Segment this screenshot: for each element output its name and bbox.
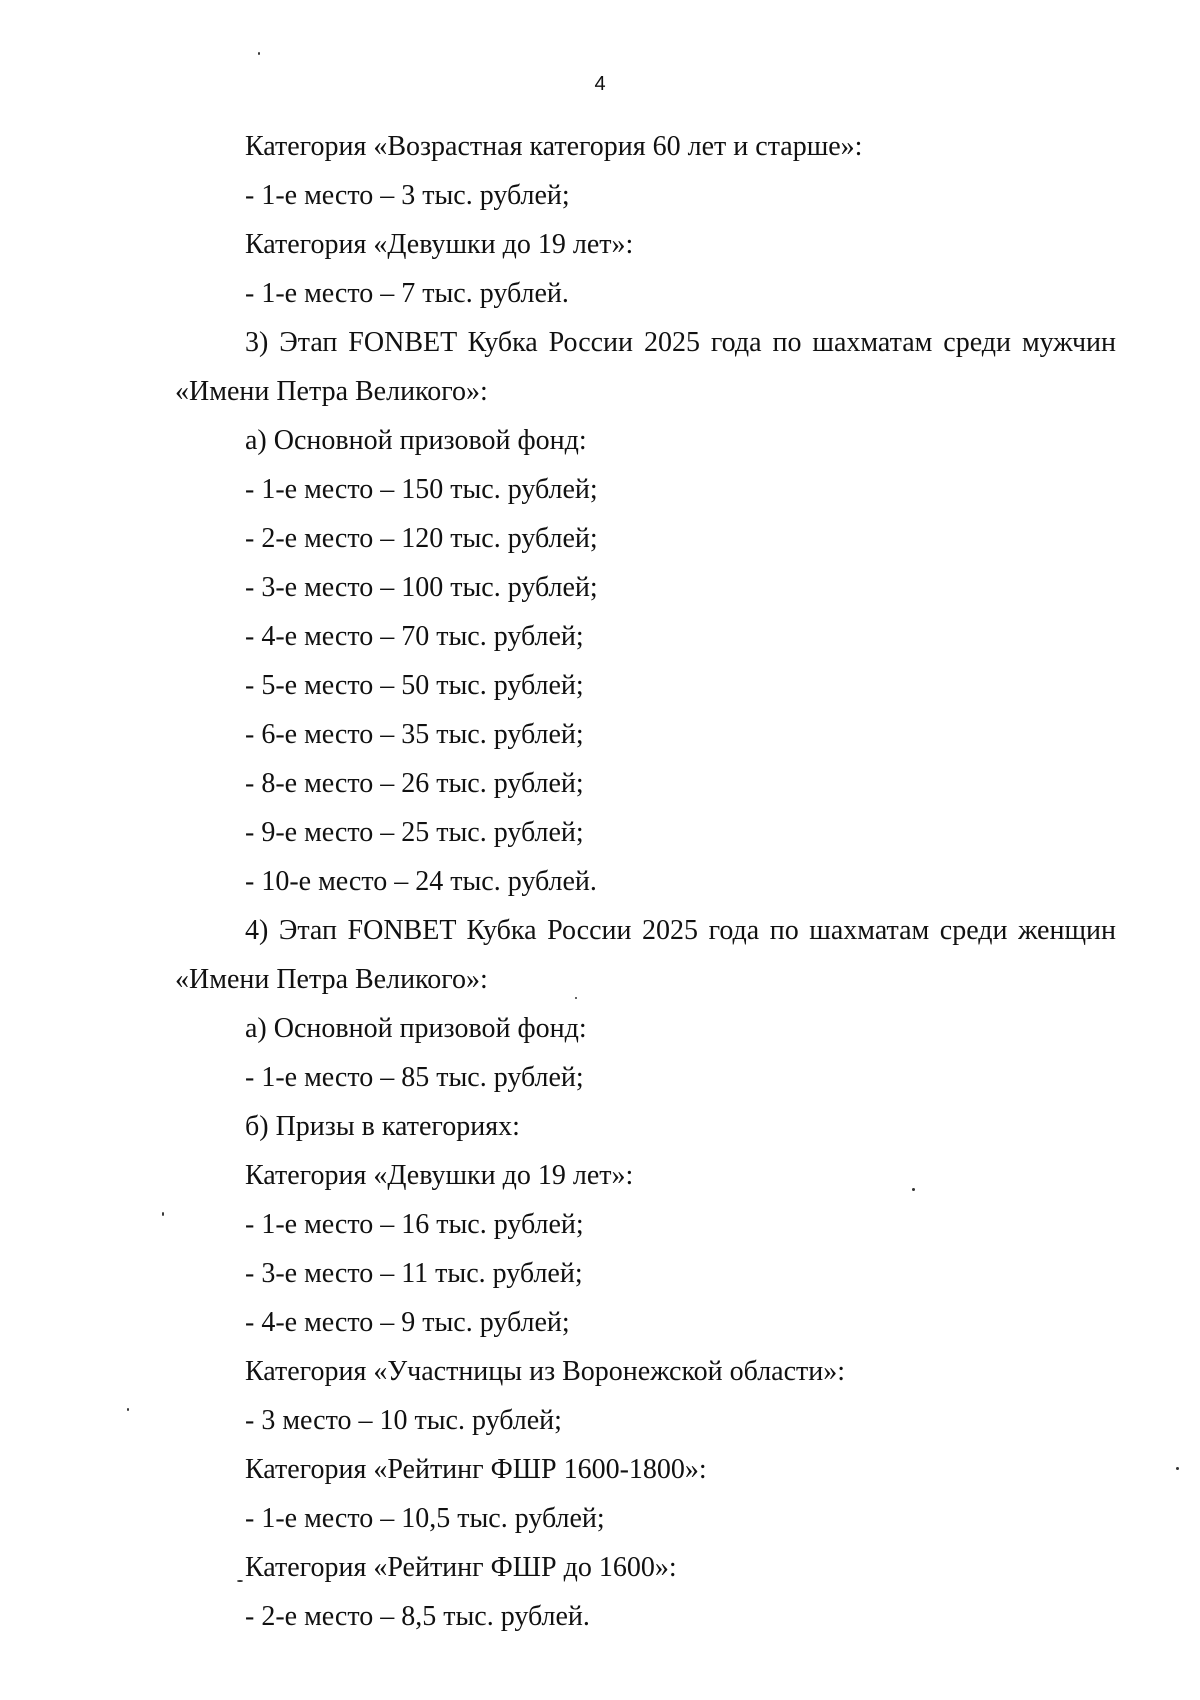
- section-heading-women: 4) Этап FONBET Кубка России 2025 года по шахматам среди женщин: [245, 915, 1116, 946]
- list-item: - 5-е место – 50 тыс. рублей;: [245, 670, 584, 701]
- category-heading-60-plus: Категория «Возрастная категория 60 лет и старше»:: [245, 131, 863, 162]
- scan-speck: [237, 1580, 243, 1582]
- list-item: - 2-е место – 8,5 тыс. рублей.: [245, 1601, 590, 1632]
- list-item: - 2-е место – 120 тыс. рублей;: [245, 523, 598, 554]
- list-item: - 1-е место – 16 тыс. рублей;: [245, 1209, 584, 1240]
- scan-speck: [162, 1212, 164, 1216]
- list-item: - 1-е место – 85 тыс. рублей;: [245, 1062, 584, 1093]
- list-item: - 9-е место – 25 тыс. рублей;: [245, 817, 584, 848]
- scan-speck: [1176, 1467, 1179, 1470]
- page-number: 4: [594, 73, 606, 95]
- list-item: - 4-е место – 70 тыс. рублей;: [245, 621, 584, 652]
- document-body: [0, 122, 1200, 1641]
- category-heading-rating-1600-1800: Категория «Рейтинг ФШР 1600-1800»:: [245, 1454, 707, 1485]
- subsection-heading-main-fund: а) Основной призовой фонд:: [245, 1013, 587, 1044]
- list-item: - 1-е место – 7 тыс. рублей.: [245, 278, 569, 309]
- list-item: - 1-е место – 10,5 тыс. рублей;: [245, 1503, 605, 1534]
- scan-speck: [127, 1408, 129, 1411]
- list-item: - 4-е место – 9 тыс. рублей;: [245, 1307, 570, 1338]
- list-item: - 3 место – 10 тыс. рублей;: [245, 1405, 562, 1436]
- list-item: - 3-е место – 11 тыс. рублей;: [245, 1258, 583, 1289]
- list-item: - 1-е место – 150 тыс. рублей;: [245, 474, 598, 505]
- category-heading-girls-u19: Категория «Девушки до 19 лет»:: [245, 1160, 634, 1191]
- section-heading-men: 3) Этап FONBET Кубка России 2025 года по шахматам среди мужчин: [245, 327, 1116, 358]
- category-heading-girls-u19: Категория «Девушки до 19 лет»:: [245, 229, 634, 260]
- scan-speck: [912, 1188, 915, 1191]
- section-heading-men-cont: «Имени Петра Великого»:: [175, 376, 488, 407]
- list-item: - 1-е место – 3 тыс. рублей;: [245, 180, 570, 211]
- section-heading-women-cont: «Имени Петра Великого»:: [175, 964, 488, 995]
- list-item: - 8-е место – 26 тыс. рублей;: [245, 768, 584, 799]
- subsection-heading-category-prizes: б) Призы в категориях:: [245, 1111, 520, 1142]
- category-heading-voronezh: Категория «Участницы из Воронежской области»:: [245, 1356, 846, 1387]
- scan-speck: [575, 997, 577, 999]
- list-item: - 6-е место – 35 тыс. рублей;: [245, 719, 584, 750]
- list-item: - 3-е место – 100 тыс. рублей;: [245, 572, 598, 603]
- list-item: - 10-е место – 24 тыс. рублей.: [245, 866, 597, 897]
- category-heading-rating-under-1600: Категория «Рейтинг ФШР до 1600»:: [245, 1552, 677, 1583]
- scan-speck: [258, 52, 260, 55]
- subsection-heading-main-fund: а) Основной призовой фонд:: [245, 425, 587, 456]
